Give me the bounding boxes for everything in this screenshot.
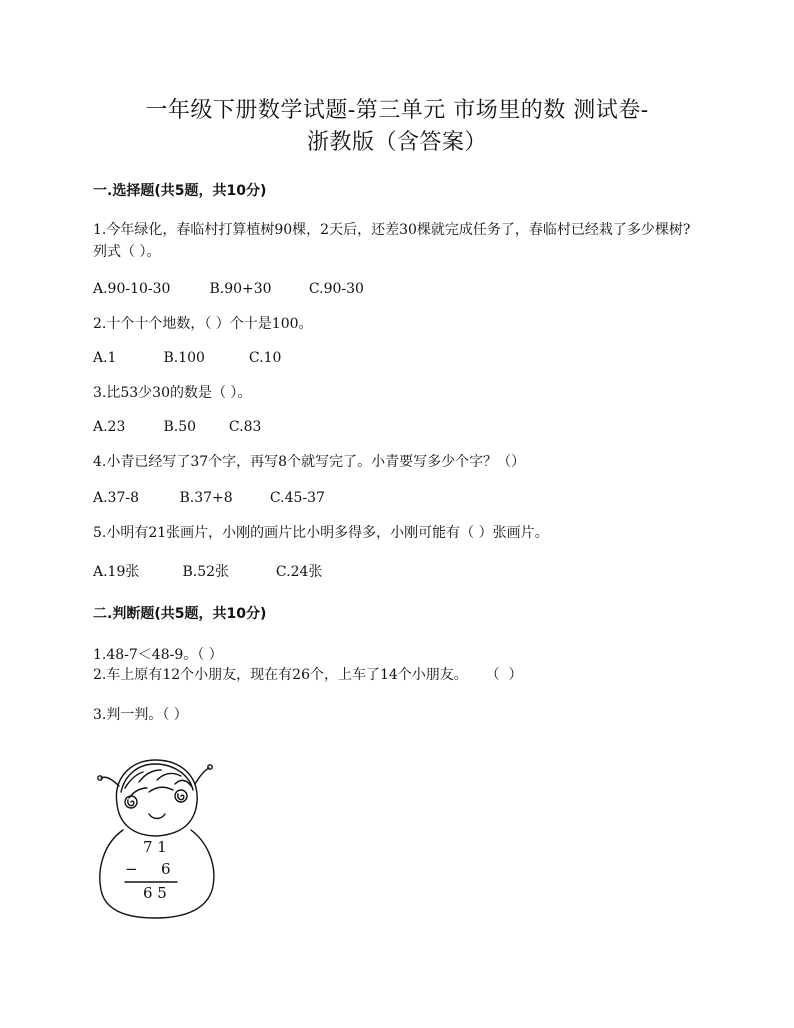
option-b: B.50	[163, 419, 197, 435]
options-1-4	[93, 490, 325, 506]
option-c: C.10	[248, 350, 282, 366]
figure-row2: 6	[161, 860, 171, 878]
option-b: B.52张	[182, 564, 230, 580]
option-a: A.90-10-30	[93, 281, 171, 297]
options-1-1	[93, 281, 364, 297]
option-b: B.37+8	[179, 490, 233, 506]
question-1-1: 1.今年绿化，春临村打算植树90棵，2天后，还差30棵就完成任务了，春临村已经栽了多少棵树?列式（ ）。	[93, 222, 691, 260]
options-1-2	[93, 350, 281, 366]
question-1-4: 4.小青已经写了37个字，再写8个就写完了。小青要写多少个字？（）	[93, 454, 526, 470]
options-1-3	[93, 419, 261, 435]
option-c: C.45-37	[269, 490, 325, 506]
question-2-2: 2.车上原有12个小朋友，现在有26个，上车了14个小朋友。 （ ）	[93, 667, 523, 683]
question-1-3: 3.比53少30的数是（ ）。	[93, 385, 252, 401]
option-a: A.1	[93, 350, 117, 366]
figure-row3: 6 5	[143, 884, 167, 902]
section1-heading: 一.选择题(共5题，共10分)	[93, 183, 267, 199]
option-c: C.83	[228, 419, 262, 435]
doll-subtraction-figure	[95, 752, 225, 922]
doc-title-line2: 浙教版（含答案）	[306, 130, 487, 155]
doll-drawing-icon	[95, 752, 225, 922]
figure-row1: 7 1	[143, 838, 167, 856]
option-b: B.90+30	[209, 281, 272, 297]
question-1-5: 5.小明有21张画片，小刚的画片比小明多得多，小刚可能有（ ）张画片。	[93, 525, 549, 541]
options-1-5	[93, 561, 322, 581]
section2-heading: 二.判断题(共5题，共10分)	[93, 606, 267, 622]
question-1-2: 2.十个十个地数，（ ）个十是100。	[93, 316, 313, 332]
option-a: A.23	[93, 419, 126, 435]
option-a: A.37-8	[93, 490, 140, 506]
question-2-3: 3.判一判。（ ）	[93, 707, 188, 723]
doc-title-line1: 一年级下册数学试题-第三单元 市场里的数 测试卷-	[145, 98, 649, 123]
option-c: C.24张	[275, 564, 323, 580]
option-b: B.100	[163, 350, 205, 366]
option-c: C.90-30	[308, 281, 364, 297]
question-2-1: 1.48-7＜48-9。（ ）	[93, 647, 223, 663]
figure-minus: −	[125, 860, 138, 878]
option-a: A.19张	[93, 564, 140, 580]
